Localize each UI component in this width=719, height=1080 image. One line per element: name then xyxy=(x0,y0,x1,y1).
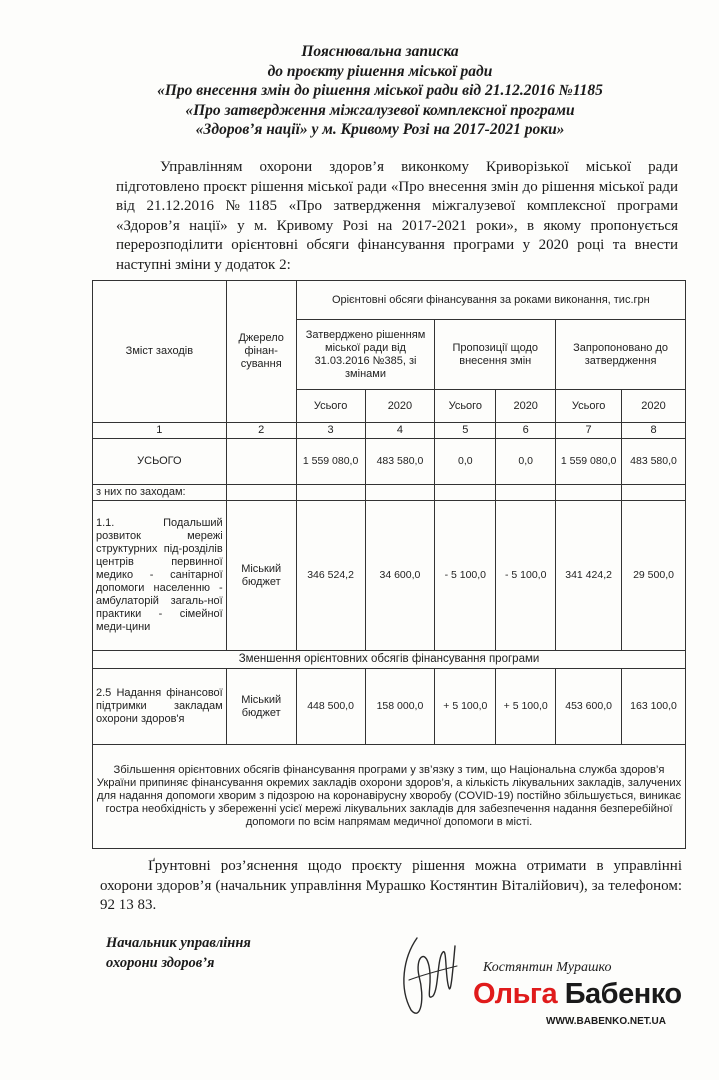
column-number: 8 xyxy=(622,423,686,439)
column-number: 4 xyxy=(365,423,435,439)
measure-value: 158 000,0 xyxy=(365,669,435,745)
measure-value: 346 524,2 xyxy=(296,501,365,651)
header-measures: Зміст заходів xyxy=(93,281,227,423)
empty-cell xyxy=(556,485,622,501)
measure-value: 448 500,0 xyxy=(296,669,365,745)
total-value: 483 580,0 xyxy=(365,439,435,485)
empty-cell xyxy=(365,485,435,501)
header-total-7: Усього xyxy=(556,390,622,423)
total-value: 1 559 080,0 xyxy=(556,439,622,485)
total-source-empty xyxy=(226,439,296,485)
measure-value: - 5 100,0 xyxy=(496,501,556,651)
total-value: 1 559 080,0 xyxy=(296,439,365,485)
watermark-logo xyxy=(473,978,682,1011)
empty-cell xyxy=(622,485,686,501)
measure-row-1-1 xyxy=(93,501,686,651)
empty-cell xyxy=(226,485,296,501)
measure-value: 163 100,0 xyxy=(622,669,686,745)
position-line-1: Начальник управління xyxy=(106,935,251,951)
title-line-3: «Про внесення змін до рішення міської ради від 21.12.2016 №1185 xyxy=(157,82,603,99)
signer-name: Костянтин Мурашко xyxy=(483,960,612,975)
total-value: 483 580,0 xyxy=(622,439,686,485)
watermark-last-name: Бабенко xyxy=(564,978,682,1010)
title-line-4: «Про затвердження міжгалузевої комплексної програми xyxy=(185,101,575,119)
closing-paragraph: Ґрунтовні роз’яснення щодо проєкту рішення можна отримати в управлінні охорони здоров’я (начальник управління Мурашко Костянтин Віталійович), за телефоном: 92 13 83. xyxy=(100,858,682,913)
header-source: Джерело фінан-сування xyxy=(226,281,296,423)
header-approved: Затверджено рішенням міської ради від 31.03.2016 №385, зі змінами xyxy=(296,320,435,390)
header-year-8: 2020 xyxy=(622,390,686,423)
title-line-1: Пояснювальна записка xyxy=(301,43,459,60)
position-line-2: охорони здоров’я xyxy=(106,955,215,971)
measure-value: 29 500,0 xyxy=(622,501,686,651)
total-value: 0,0 xyxy=(435,439,496,485)
measure-row-2-5 xyxy=(93,669,686,745)
measure-text: 1.1. Подальший розвиток мережі структурних під-розділів центрів первинної медико - санітарної допомоги населенню - амбулаторій загаль-ної практики - сімейної меди-цини xyxy=(93,501,227,651)
measure-2-5-note: Збільшення орієнтовних обсягів фінансування програми у зв’язку з тим, що Національна служба здоров’я України припиняє фінансування окремих закладів охорони здоров’я, а кількість лікувальних закладів, залучених для надання допомоги хворим з підозрою на коронавірусну хворобу (COVID-19) постійно збільшується, виникає гостра необхідність у збереженні усієї мережі лікувальних закладів для забезпечення надання безперебійної допомоги по всім напрямам медичної допомоги в місті. xyxy=(93,745,686,849)
header-year-4: 2020 xyxy=(365,390,435,423)
measure-value: + 5 100,0 xyxy=(435,669,496,745)
measure-value: - 5 100,0 xyxy=(435,501,496,651)
header-total-3: Усього xyxy=(296,390,365,423)
header-year-6: 2020 xyxy=(496,390,556,423)
column-number: 5 xyxy=(435,423,496,439)
measure-source: Міський бюджет xyxy=(226,501,296,651)
measure-1-1-note: Зменшення орієнтовних обсягів фінансування програми xyxy=(93,651,686,669)
measure-source: Міський бюджет xyxy=(226,669,296,745)
total-label: УСЬОГО xyxy=(93,439,227,485)
column-number: 7 xyxy=(556,423,622,439)
header-volumes: Орієнтовні обсяги фінансування за роками виконання, тис.грн xyxy=(296,281,685,320)
by-measures-row xyxy=(93,485,686,501)
empty-cell xyxy=(296,485,365,501)
watermark-url: WWW.BABENKO.NET.UA xyxy=(546,1016,666,1027)
intro-paragraph: Управлінням охорони здоров’я виконкому Криворізької міської ради підготовлено проєкт рішення міської ради «Про внесення змін до рішення міської ради від 21.12.2016 №1185 «Про затвердження міжгалузевої комплексної програми «Здоров’я нації» у м. Кривому Розі на 2017-2021 роки», в якому пропонується перерозподілити орієнтовні обсяги фінансування програми у 2020 році та внести наступні зміни у додаток 2: xyxy=(116,159,678,273)
measure-value: + 5 100,0 xyxy=(496,669,556,745)
empty-cell xyxy=(435,485,496,501)
header-proposed: Запропоновано до затвердження xyxy=(556,320,686,390)
measure-value: 453 600,0 xyxy=(556,669,622,745)
column-number: 6 xyxy=(496,423,556,439)
by-measures-label: з них по заходам: xyxy=(93,485,227,501)
handwritten-signature-icon xyxy=(395,918,465,1028)
document-title xyxy=(100,42,660,140)
column-number: 3 xyxy=(296,423,365,439)
header-total-5: Усього xyxy=(435,390,496,423)
measure-text: 2.5 Надання фінансової підтримки закладам охорони здоров'я xyxy=(93,669,227,745)
title-line-5: «Здоров’я нації» у м. Кривому Розі на 2017-2021 роки» xyxy=(195,121,565,138)
total-row xyxy=(93,439,686,485)
empty-cell xyxy=(496,485,556,501)
signer-position xyxy=(106,933,251,973)
watermark-first-name: Ольга xyxy=(473,978,558,1010)
column-number: 2 xyxy=(226,423,296,439)
title-line-2: до проєкту рішення міської ради xyxy=(267,62,493,80)
measure-value: 341 424,2 xyxy=(556,501,622,651)
total-value: 0,0 xyxy=(496,439,556,485)
financing-table xyxy=(92,280,686,849)
header-proposals: Пропозиції щодо внесення змін xyxy=(435,320,556,390)
measure-value: 34 600,0 xyxy=(365,501,435,651)
column-numbers-row xyxy=(93,423,686,439)
column-number: 1 xyxy=(93,423,227,439)
